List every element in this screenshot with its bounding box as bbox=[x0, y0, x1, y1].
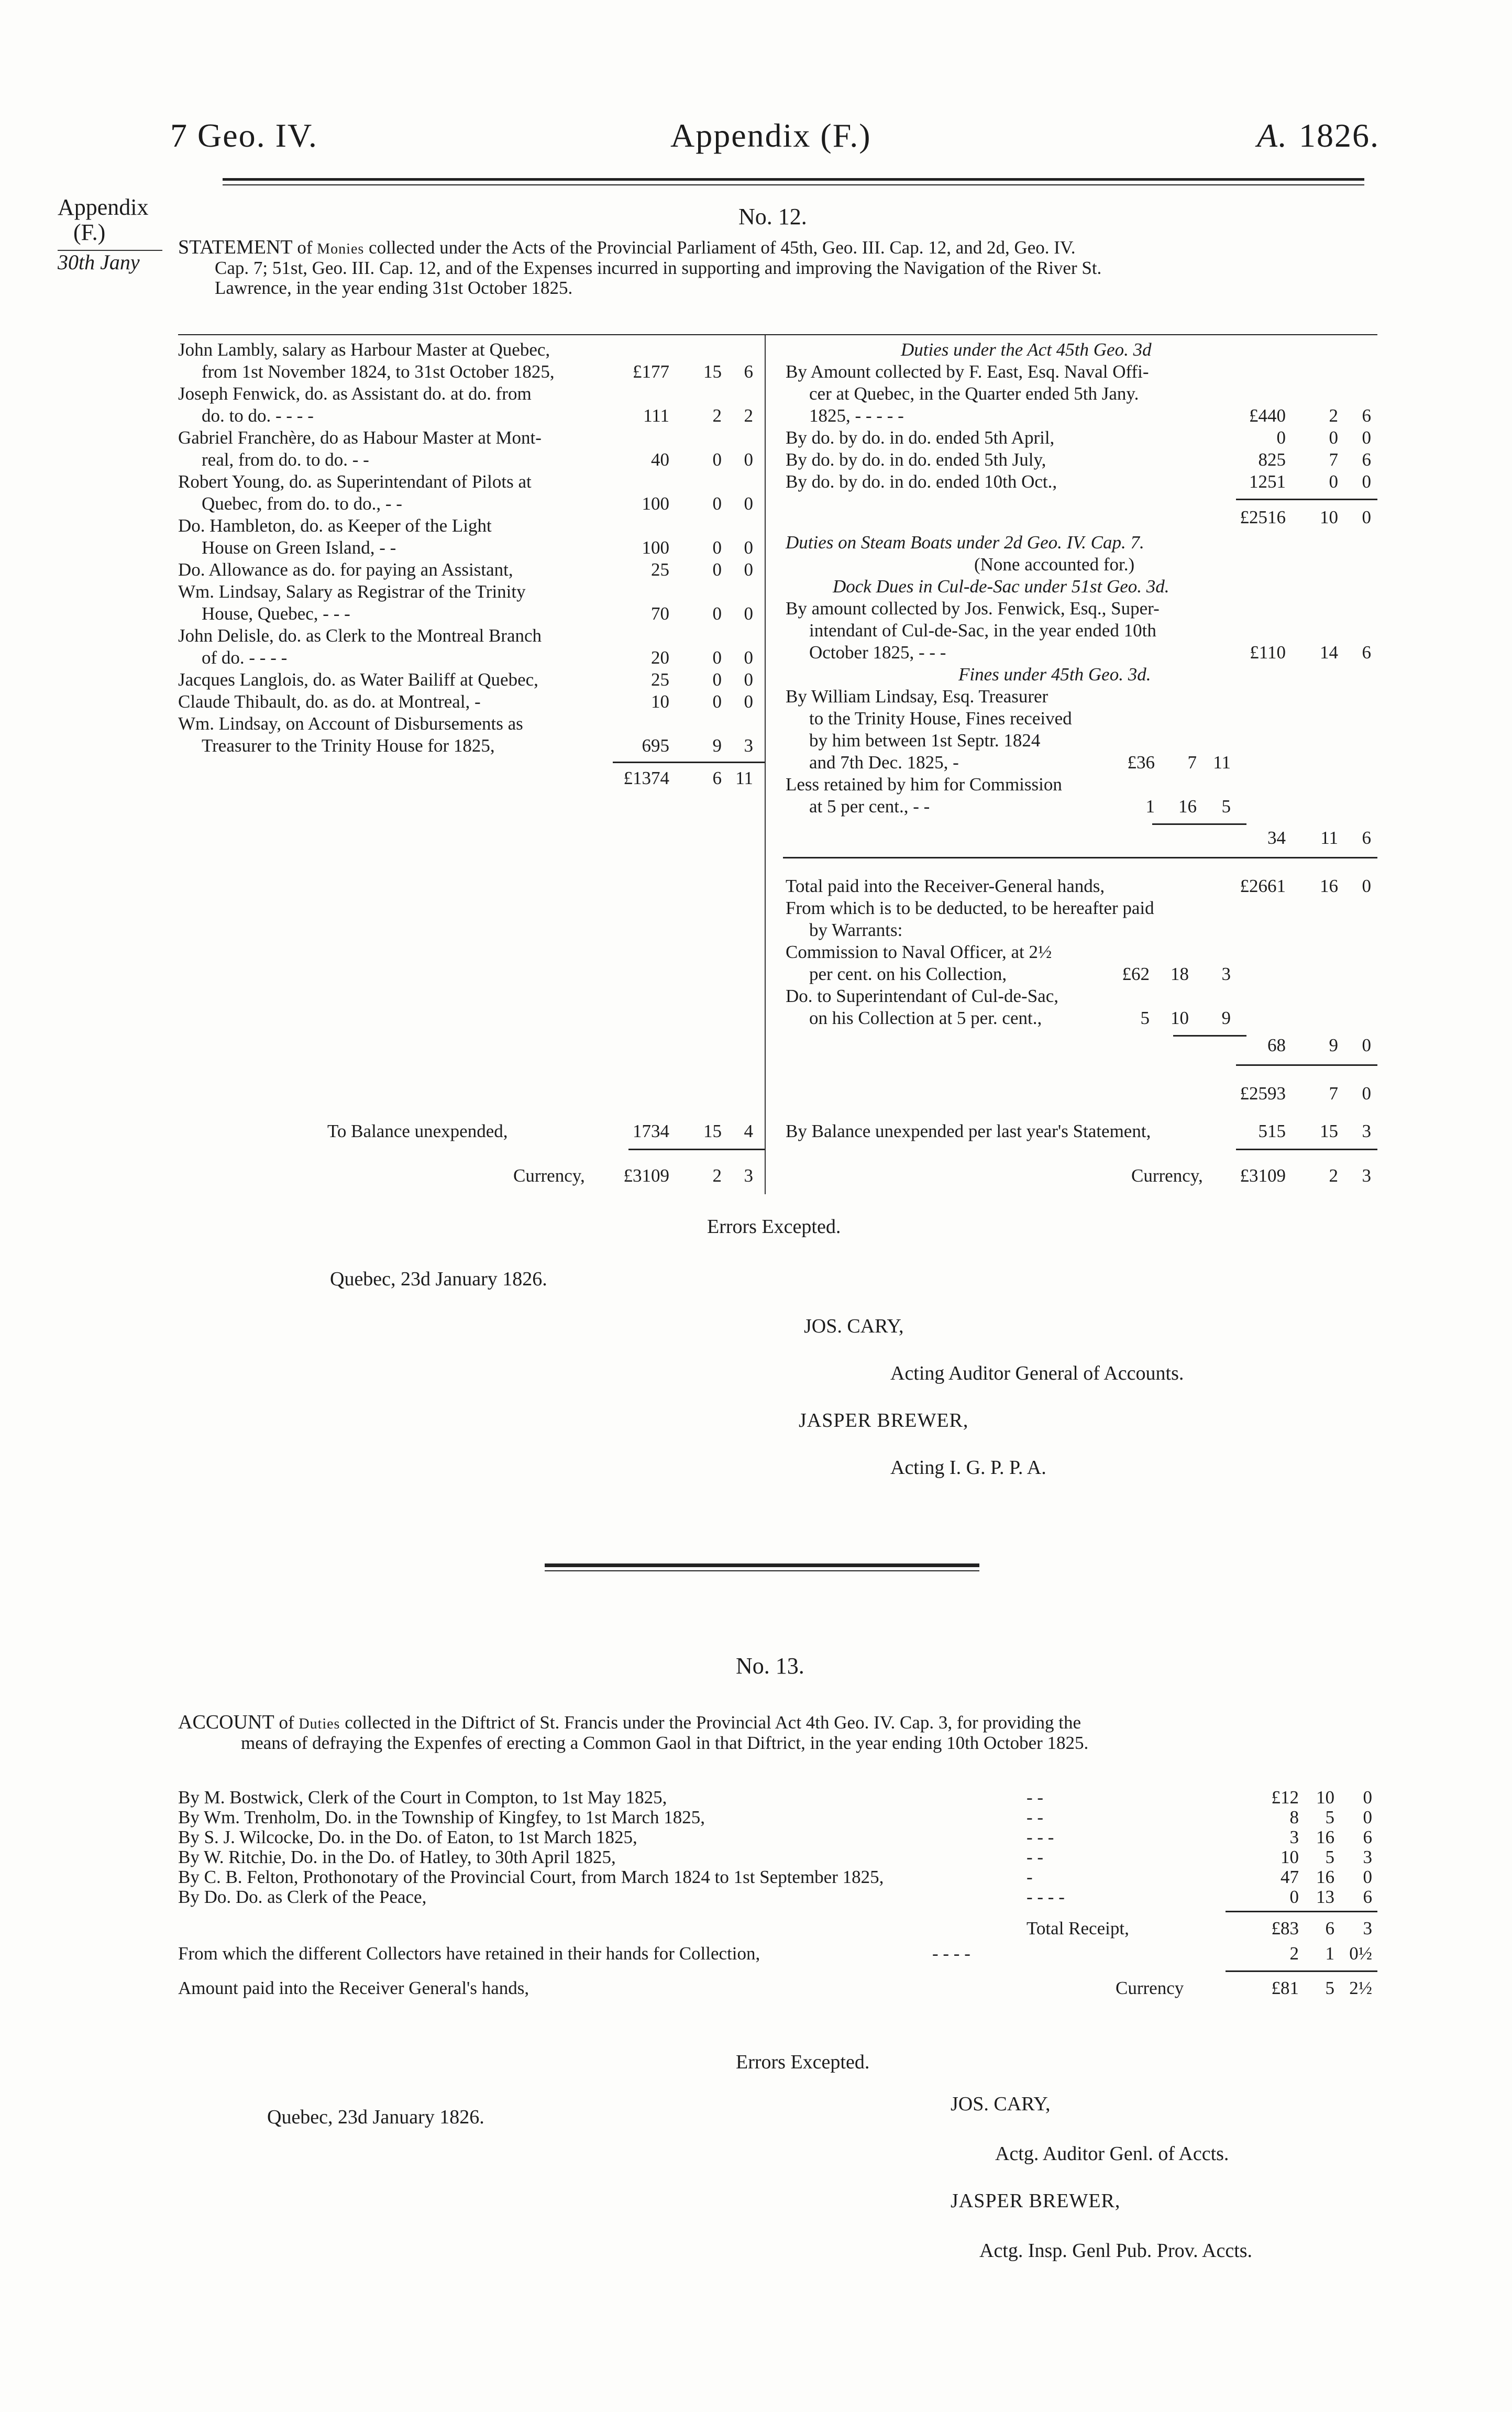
no13-row-2-pence: 6 bbox=[1363, 1827, 1372, 1847]
no13-account-lead: ACCOUNT bbox=[178, 1711, 274, 1733]
fines-less: Less retained by him for Commission bbox=[786, 774, 1062, 795]
no13-account-duties: Duties bbox=[299, 1716, 340, 1732]
no13-row-4-pounds: 47 bbox=[1281, 1867, 1299, 1887]
no13-paid-rule bbox=[1226, 1970, 1377, 1972]
expense-row-10-line1: Wm. Lindsay, on Account of Disbursements as bbox=[178, 713, 523, 734]
no13-total-pounds: £83 bbox=[1271, 1918, 1299, 1939]
expense-row-8-shillings: 0 bbox=[712, 669, 722, 690]
left-currency-label: Currency, bbox=[513, 1165, 585, 1186]
expense-row-0-shillings: 15 bbox=[703, 361, 722, 382]
steam-note: (None accounted for.) bbox=[974, 554, 1135, 575]
duties-total-pounds: £2516 bbox=[1240, 507, 1286, 527]
right-currency-label: Currency, bbox=[1131, 1165, 1203, 1186]
no13-row-5-pounds: 0 bbox=[1289, 1887, 1299, 1907]
no13-signature-title-2: Actg. Insp. Genl Pub. Prov. Accts. bbox=[979, 2240, 1253, 2262]
quarter-apr-shillings: 0 bbox=[1329, 427, 1338, 448]
no13-total-pence: 3 bbox=[1363, 1918, 1372, 1939]
left-balance-shillings: 15 bbox=[703, 1121, 722, 1141]
expense-row-6-line1: Wm. Lindsay, Salary as Registrar of the Trinity bbox=[178, 581, 526, 602]
duties-total-rule bbox=[1236, 499, 1377, 500]
naval-commission-shillings: 18 bbox=[1171, 964, 1189, 984]
naval-commission-pounds: £62 bbox=[1122, 964, 1150, 984]
no13-row-4-pence: 0 bbox=[1363, 1867, 1372, 1887]
expense-row-7-shillings: 0 bbox=[712, 647, 722, 668]
fines-commission-pounds: 1 bbox=[1145, 796, 1155, 817]
dock-line1: By amount collected by Jos. Fenwick, Esq., Super- bbox=[786, 598, 1160, 619]
no12-statement-line3: Lawrence, in the year ending 31st October 1825. bbox=[215, 277, 573, 298]
no13-row-0-shillings: 10 bbox=[1316, 1787, 1334, 1808]
header-rule-bottom bbox=[223, 184, 1364, 185]
no12-errors-excepted: Errors Excepted. bbox=[707, 1216, 841, 1238]
no13-currency-label: Currency bbox=[1116, 1978, 1184, 1998]
quarter-jul-label: By do. by do. in do. ended 5th July, bbox=[786, 449, 1046, 470]
quarter-jul-pounds: 825 bbox=[1258, 449, 1286, 470]
expense-row-3-pence: 0 bbox=[744, 493, 753, 514]
expense-row-2-line1: Gabriel Franchère, do as Habour Master at Mont- bbox=[178, 427, 542, 448]
net-amount-pence: 0 bbox=[1362, 1083, 1371, 1104]
commission-line1: Commission to Naval Officer, at 2½ bbox=[786, 942, 1052, 962]
expense-row-10-shillings: 9 bbox=[712, 735, 722, 756]
no13-total-label: Total Receipt, bbox=[1027, 1918, 1129, 1939]
deduct-rule bbox=[1173, 1035, 1246, 1037]
no13-errors-excepted: Errors Excepted. bbox=[736, 2051, 870, 2073]
running-head-center: Appendix (F.) bbox=[670, 117, 871, 154]
no13-account-line2: means of defraying the Expenfes of erecting a Common Gaol in that Diftrict, in the year ending 10th October 1825. bbox=[241, 1733, 1089, 1754]
running-head-year: 1826. bbox=[1299, 117, 1379, 154]
expense-row-0-line1: John Lambly, salary as Harbour Master at Quebec, bbox=[178, 339, 550, 360]
fines-rule bbox=[1152, 823, 1246, 825]
expense-row-8-line1: Jacques Langlois, do. as Water Bailiff at Quebec, bbox=[178, 669, 538, 690]
total-paid-pounds: £2661 bbox=[1240, 876, 1286, 896]
quarter-oct-shillings: 0 bbox=[1329, 471, 1338, 492]
expense-row-4-line1: Do. Hambleton, do. as Keeper of the Light bbox=[178, 515, 492, 536]
expense-row-2-pounds: 40 bbox=[651, 449, 669, 470]
left-currency-pounds: £3109 bbox=[623, 1165, 669, 1186]
expense-row-10-pounds: 695 bbox=[642, 735, 669, 756]
fines-line4: and 7th Dec. 1825, - bbox=[809, 752, 959, 773]
expense-row-1-line1: Joseph Fenwick, do. as Assistant do. at do. from bbox=[178, 383, 532, 404]
expense-row-0-pounds: £177 bbox=[633, 361, 669, 382]
quarter-jan-shillings: 2 bbox=[1329, 405, 1338, 426]
no12-statement-of: of bbox=[297, 237, 313, 258]
no13-place-date: Quebec, 23d January 1826. bbox=[267, 2106, 484, 2128]
quarter-oct-label: By do. by do. in do. ended 10th Oct., bbox=[786, 471, 1057, 492]
expense-row-5-line1: Do. Allowance as do. for paying an Assistant, bbox=[178, 559, 513, 580]
header-rule-top bbox=[223, 178, 1364, 181]
no13-row-0-label: By M. Bostwick, Clerk of the Court in Compton, to 1st May 1825, bbox=[178, 1787, 667, 1808]
running-head-left: 7 Geo. IV. bbox=[170, 117, 318, 154]
fines-net-pounds: 34 bbox=[1267, 828, 1286, 848]
quarter-apr-label: By do. by do. in do. ended 5th April, bbox=[786, 427, 1055, 448]
deduct-total-shillings: 9 bbox=[1329, 1035, 1338, 1055]
expense-row-9-line1: Claude Thibault, do. as do. at Montreal, - bbox=[178, 691, 481, 712]
fines-line3: by him between 1st Septr. 1824 bbox=[809, 730, 1041, 751]
dock-amount-pounds: £110 bbox=[1250, 642, 1286, 663]
steam-head: Duties on Steam Boats under 2d Geo. IV. Cap. 7. bbox=[786, 532, 1144, 553]
deduct-total-pounds: 68 bbox=[1267, 1035, 1286, 1055]
fines-commission-shillings: 16 bbox=[1178, 796, 1197, 817]
fines-line2: to the Trinity House, Fines received bbox=[809, 708, 1072, 729]
superintendant-commission-shillings: 10 bbox=[1171, 1008, 1189, 1028]
no13-row-1-label: By Wm. Trenholm, Do. in the Township of Kingfey, to 1st March 1825, bbox=[178, 1807, 705, 1827]
no13-row-2-label: By S. J. Wilcocke, Do. in the Do. of Eaton, to 1st March 1825, bbox=[178, 1827, 637, 1847]
dock-line2: intendant of Cul-de-Sac, in the year ended 10th bbox=[809, 620, 1156, 641]
fines-commission-pence: 5 bbox=[1221, 796, 1231, 817]
total-paid-pence: 0 bbox=[1362, 876, 1371, 896]
expense-row-9-pence: 0 bbox=[744, 691, 753, 712]
no13-row-5-pence: 6 bbox=[1363, 1887, 1372, 1907]
expense-row-3-line2: Quebec, from do. to do., - - bbox=[202, 493, 402, 514]
fines-gross-pence: 11 bbox=[1213, 752, 1231, 773]
expense-total-shillings: 6 bbox=[712, 768, 722, 788]
right-balance-pounds: 515 bbox=[1258, 1121, 1286, 1141]
expense-row-0-pence: 6 bbox=[744, 361, 753, 382]
superintendant-line1: Do. to Superintendant of Cul-de-Sac, bbox=[786, 986, 1059, 1006]
no13-row-0-dashes: - - bbox=[1027, 1787, 1044, 1808]
right-currency-pounds: £3109 bbox=[1240, 1165, 1286, 1186]
net-rule bbox=[1236, 1064, 1377, 1066]
quarter-jan-pence: 6 bbox=[1362, 405, 1371, 426]
no13-row-0-pounds: £12 bbox=[1271, 1787, 1299, 1808]
no13-row-5-label: By Do. Do. as Clerk of the Peace, bbox=[178, 1887, 427, 1907]
right-currency-pence: 3 bbox=[1362, 1165, 1371, 1186]
no13-paid-shillings: 5 bbox=[1325, 1978, 1334, 1998]
expense-row-4-shillings: 0 bbox=[712, 537, 722, 558]
expense-row-8-pounds: 25 bbox=[651, 669, 669, 690]
expense-row-7-pence: 0 bbox=[744, 647, 753, 668]
margin-note-line3: 30th Jany bbox=[58, 250, 140, 274]
deduct-total-pence: 0 bbox=[1362, 1035, 1371, 1055]
duties-total-shillings: 10 bbox=[1320, 507, 1338, 527]
no13-row-5-shillings: 13 bbox=[1316, 1887, 1334, 1907]
collected-line3: 1825, - - - - - bbox=[809, 405, 904, 426]
no13-signature-title-1: Actg. Auditor Genl. of Accts. bbox=[995, 2143, 1229, 2165]
no13-signature-name-1: JOS. CARY, bbox=[951, 2093, 1051, 2115]
margin-note bbox=[58, 195, 178, 274]
expense-row-4-pounds: 100 bbox=[642, 537, 669, 558]
expense-row-3-pounds: 100 bbox=[642, 493, 669, 514]
no12-statement-line1-rest: collected under the Acts of the Provincial Parliament of 45th, Geo. III. Cap. 12, and 2d, Geo. IV. bbox=[369, 237, 1076, 258]
margin-note-line1: Appendix bbox=[58, 194, 149, 220]
collected-line1: By Amount collected by F. East, Esq. Naval Offi- bbox=[786, 361, 1149, 382]
deduct-line2: by Warrants: bbox=[809, 920, 903, 940]
collected-line2: cer at Quebec, in the Quarter ended 5th Jany. bbox=[809, 383, 1139, 404]
no13-paid-pence: 2½ bbox=[1349, 1978, 1372, 1998]
fines-gross-shillings: 7 bbox=[1187, 752, 1197, 773]
no13-retained-pounds: 2 bbox=[1289, 1943, 1299, 1964]
fines-net-shillings: 11 bbox=[1320, 828, 1338, 848]
expense-row-9-pounds: 10 bbox=[651, 691, 669, 712]
dock-amount-pence: 6 bbox=[1362, 642, 1371, 663]
expense-row-5-pounds: 25 bbox=[651, 559, 669, 580]
quarter-jul-shillings: 7 bbox=[1329, 449, 1338, 470]
expense-row-9-shillings: 0 bbox=[712, 691, 722, 712]
net-amount-pounds: £2593 bbox=[1240, 1083, 1286, 1104]
no13-row-5-dashes: - - - - bbox=[1027, 1887, 1065, 1907]
quarter-oct-pounds: 1251 bbox=[1249, 471, 1286, 492]
expense-row-1-pounds: 111 bbox=[643, 405, 669, 426]
no12-statement-line1 bbox=[178, 237, 1377, 258]
right-balance-pence: 3 bbox=[1362, 1121, 1371, 1141]
expense-row-8-pence: 0 bbox=[744, 669, 753, 690]
no13-paid-label: Amount paid into the Receiver General's hands, bbox=[178, 1978, 529, 1998]
commission-line2: per cent. on his Collection, bbox=[809, 964, 1007, 984]
right-balance-shillings: 15 bbox=[1320, 1121, 1338, 1141]
expense-row-10-line2: Treasurer to the Trinity House for 1825, bbox=[202, 735, 495, 756]
no13-retained-label: From which the different Collectors have retained in their hands for Collection, bbox=[178, 1943, 760, 1964]
expense-row-7-pounds: 20 bbox=[651, 647, 669, 668]
no13-row-3-label: By W. Ritchie, Do. in the Do. of Hatley, to 30th April 1825, bbox=[178, 1847, 616, 1867]
no12-place-date: Quebec, 23d January 1826. bbox=[330, 1268, 547, 1290]
fines-less-2: at 5 per cent., - - bbox=[809, 796, 930, 817]
no13-account-of: of bbox=[279, 1712, 294, 1733]
expense-row-2-line2: real, from do. to do. - - bbox=[202, 449, 369, 470]
deduct-line1: From which is to be deducted, to be hereafter paid bbox=[786, 898, 1154, 918]
expense-total-pounds: £1374 bbox=[623, 768, 669, 788]
expense-row-7-line1: John Delisle, do. as Clerk to the Montreal Branch bbox=[178, 625, 542, 646]
no13-row-2-pounds: 3 bbox=[1289, 1827, 1299, 1847]
section-divider-thick bbox=[545, 1563, 979, 1567]
no12-statement-monies: Monies bbox=[317, 241, 365, 257]
expense-row-6-shillings: 0 bbox=[712, 603, 722, 624]
fines-gross-pounds: £36 bbox=[1127, 752, 1155, 773]
no13-total-rule bbox=[1226, 1911, 1377, 1912]
fines-line1: By William Lindsay, Esq. Treasurer bbox=[786, 686, 1049, 707]
no12-statement-lead: STATEMENT bbox=[178, 236, 293, 258]
expense-row-2-shillings: 0 bbox=[712, 449, 722, 470]
left-balance-pence: 4 bbox=[744, 1121, 753, 1141]
total-paid-label: Total paid into the Receiver-General hands, bbox=[786, 876, 1105, 896]
left-currency-pence: 3 bbox=[744, 1165, 753, 1186]
expense-row-4-pence: 0 bbox=[744, 537, 753, 558]
expense-row-1-line2: do. to do. - - - - bbox=[202, 405, 314, 426]
no12-table-top-rule bbox=[178, 334, 1377, 335]
expense-row-1-pence: 2 bbox=[744, 405, 753, 426]
expense-row-4-line2: House on Green Island, - - bbox=[202, 537, 396, 558]
expense-total-pence: 11 bbox=[735, 768, 753, 788]
no13-row-1-shillings: 5 bbox=[1325, 1807, 1334, 1827]
expense-row-1-shillings: 2 bbox=[712, 405, 722, 426]
fines-head: Fines under 45th Geo. 3d. bbox=[958, 664, 1151, 685]
superintendant-line2: on his Collection at 5 per. cent., bbox=[809, 1008, 1042, 1028]
section-divider-thin bbox=[545, 1570, 979, 1571]
expense-row-0-line2: from 1st November 1824, to 31st October 1825, bbox=[202, 361, 555, 382]
expense-row-6-line2: House, Quebec, - - - bbox=[202, 603, 350, 624]
no13-total-shillings: 6 bbox=[1325, 1918, 1334, 1939]
net-amount-shillings: 7 bbox=[1329, 1083, 1338, 1104]
right-balance-rule bbox=[1236, 1149, 1377, 1150]
no13-row-1-pounds: 8 bbox=[1289, 1807, 1299, 1827]
column-mid-rule bbox=[783, 857, 1377, 858]
no13-row-2-dashes: - - - bbox=[1027, 1827, 1054, 1847]
no12-statement-heading bbox=[178, 237, 1377, 298]
dock-head: Dock Dues in Cul-de-Sac under 51st Geo. 3d. bbox=[833, 576, 1169, 597]
quarter-apr-pence: 0 bbox=[1362, 427, 1371, 448]
no13-account-line1-rest: collected in the Diftrict of St. Francis under the Provincial Act 4th Geo. IV. Cap. 3, for providing the bbox=[345, 1712, 1081, 1733]
expense-row-2-pence: 0 bbox=[744, 449, 753, 470]
no13-row-3-dashes: - - bbox=[1027, 1847, 1044, 1867]
no13-paid-pounds: £81 bbox=[1271, 1978, 1299, 1998]
expense-row-5-shillings: 0 bbox=[712, 559, 722, 580]
right-balance-label: By Balance unexpended per last year's Statement, bbox=[786, 1121, 1151, 1141]
quarter-jan-pounds: £440 bbox=[1249, 405, 1286, 426]
margin-note-line2: (F.) bbox=[73, 219, 106, 246]
no13-retained-shillings: 1 bbox=[1325, 1943, 1334, 1964]
duties-head: Duties under the Act 45th Geo. 3d bbox=[901, 339, 1152, 360]
expense-row-6-pence: 0 bbox=[744, 603, 753, 624]
dock-line3: October 1825, - - - bbox=[809, 642, 946, 663]
no13-row-3-pounds: 10 bbox=[1281, 1847, 1299, 1867]
no13-retained-dashes: - - - - bbox=[932, 1943, 970, 1964]
no13-row-4-shillings: 16 bbox=[1316, 1867, 1334, 1887]
total-paid-shillings: 16 bbox=[1320, 876, 1338, 896]
expense-row-7-line2: of do. - - - - bbox=[202, 647, 288, 668]
no12-signature-name-2: JASPER BREWER, bbox=[799, 1409, 969, 1431]
no13-account-line1 bbox=[178, 1712, 1383, 1733]
expense-total-rule bbox=[613, 762, 765, 763]
no13-retained-pence: 0½ bbox=[1349, 1943, 1372, 1964]
no13-row-4-dashes: - bbox=[1027, 1867, 1033, 1887]
no13-row-4-label: By C. B. Felton, Prothonotary of the Provincial Court, from March 1824 to 1st September 1825, bbox=[178, 1867, 884, 1887]
no12-statement-line2: Cap. 7; 51st, Geo. III. Cap. 12, and of the Expenses incurred in supporting and improving the Navigation of the River St. bbox=[215, 258, 1102, 279]
no13-signature-name-2: JASPER BREWER, bbox=[951, 2190, 1121, 2212]
no12-signature-title-1: Acting Auditor General of Accounts. bbox=[890, 1362, 1184, 1384]
right-currency-shillings: 2 bbox=[1329, 1165, 1338, 1186]
superintendant-commission-pounds: 5 bbox=[1140, 1008, 1150, 1028]
no12-signature-title-2: Acting I. G. P. P. A. bbox=[890, 1457, 1046, 1479]
left-balance-pounds: 1734 bbox=[633, 1121, 669, 1141]
expense-row-10-pence: 3 bbox=[744, 735, 753, 756]
no13-row-3-pence: 3 bbox=[1363, 1847, 1372, 1867]
no12-title: No. 12. bbox=[738, 204, 807, 229]
no13-row-1-dashes: - - bbox=[1027, 1807, 1044, 1827]
no12-column-divider bbox=[765, 335, 766, 1194]
dock-amount-shillings: 14 bbox=[1320, 642, 1338, 663]
expense-row-6-pounds: 70 bbox=[651, 603, 669, 624]
no13-row-1-pence: 0 bbox=[1363, 1807, 1372, 1827]
expense-row-5-pence: 0 bbox=[744, 559, 753, 580]
no12-signature-name-1: JOS. CARY, bbox=[804, 1315, 904, 1337]
left-balance-label: To Balance unexpended, bbox=[327, 1121, 508, 1141]
superintendant-commission-pence: 9 bbox=[1221, 1008, 1231, 1028]
no13-account-heading bbox=[178, 1712, 1383, 1753]
running-head-right-letter: A. bbox=[1257, 117, 1288, 154]
expense-row-3-shillings: 0 bbox=[712, 493, 722, 514]
duties-total-pence: 0 bbox=[1362, 507, 1371, 527]
no13-title: No. 13. bbox=[736, 1653, 804, 1679]
left-balance-rule bbox=[628, 1149, 765, 1150]
quarter-oct-pence: 0 bbox=[1362, 471, 1371, 492]
expense-row-3-line1: Robert Young, do. as Superintendant of Pilots at bbox=[178, 471, 532, 492]
no13-row-0-pence: 0 bbox=[1363, 1787, 1372, 1808]
left-currency-shillings: 2 bbox=[712, 1165, 722, 1186]
naval-commission-pence: 3 bbox=[1221, 964, 1231, 984]
no13-row-3-shillings: 5 bbox=[1325, 1847, 1334, 1867]
fines-net-pence: 6 bbox=[1362, 828, 1371, 848]
quarter-apr-pounds: 0 bbox=[1276, 427, 1286, 448]
quarter-jul-pence: 6 bbox=[1362, 449, 1371, 470]
no13-row-2-shillings: 16 bbox=[1316, 1827, 1334, 1847]
